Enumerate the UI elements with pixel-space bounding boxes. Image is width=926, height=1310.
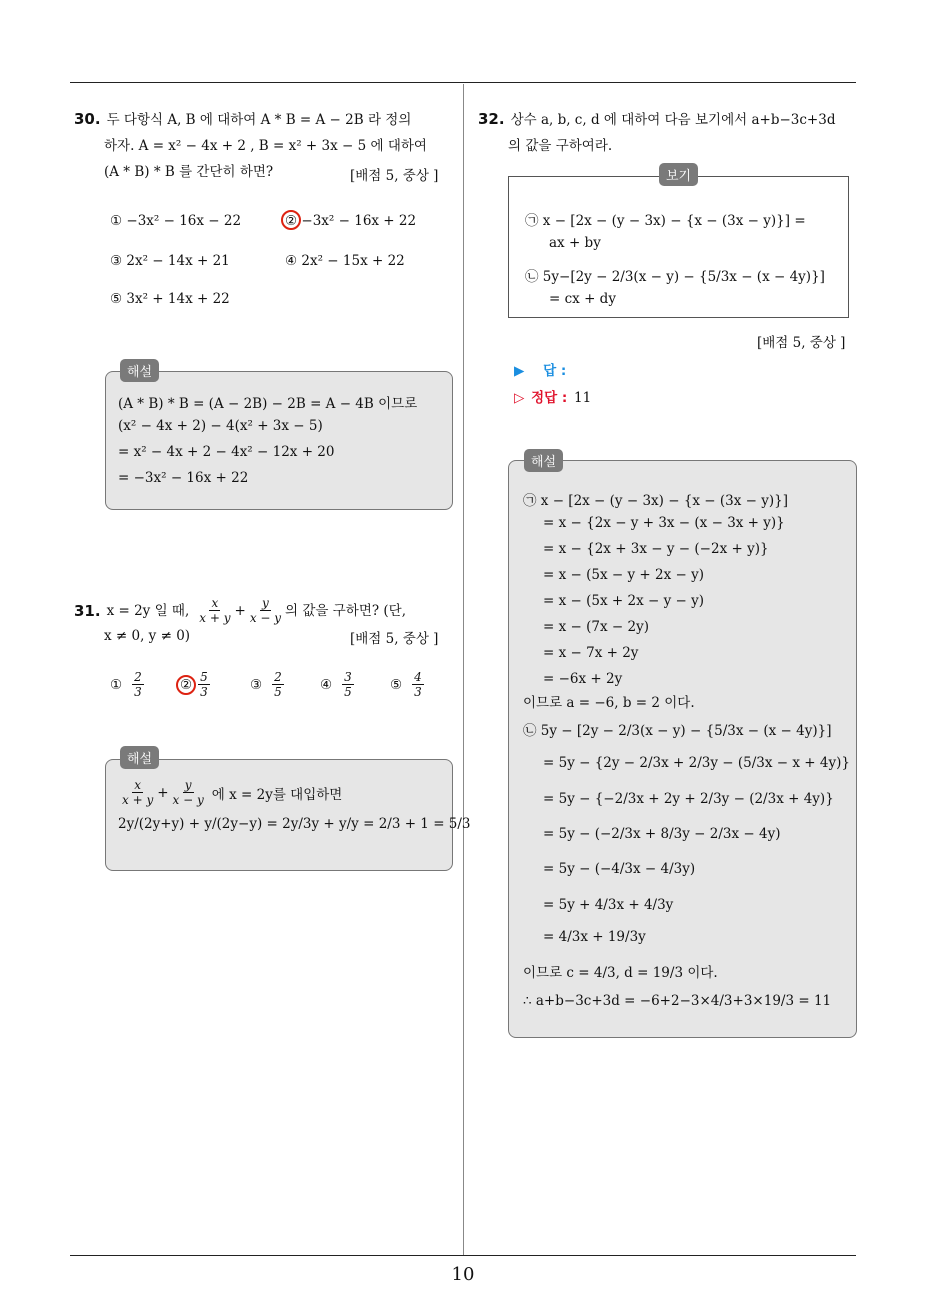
top-rule <box>70 82 856 83</box>
answer-circle-icon <box>281 210 301 230</box>
q32-sol-line6: = x − (7x − 2y) <box>543 619 649 635</box>
solution-tag: 해설 <box>120 746 159 769</box>
q30-sol-line2: (x² − 4x + 2) − 4(x² + 3x − 5) <box>118 418 323 434</box>
q32-text-line1: 상수 a, b, c, d 에 대하여 다음 보기에서 a+b−3c+3d <box>510 112 836 128</box>
q31-choice-5[interactable]: ⑤ $\frac{4}{3}$ <box>390 670 422 699</box>
q32-sol-line3: = x − {2x + 3x − y − (−2x + y)} <box>543 541 769 557</box>
q30-choice-1[interactable]: ① −3x² − 16x − 22 <box>110 213 242 229</box>
q32-sol-line18: ∴ a+b−3c+3d = −6+2−3×4/3+3×19/3 = 11 <box>523 993 832 1009</box>
q30-choice-5[interactable]: ⑤ 3x² + 14x + 22 <box>110 291 230 307</box>
plus-sign: + <box>234 602 246 619</box>
q30-solution-box <box>105 371 453 510</box>
q32-sol-line1: ㉠ x − [2x − (y − 3x) − {x − (3x − y)}] <box>523 493 789 509</box>
q31-sol-line1: $\frac{x}{x + y}$ + $\frac{y}{x - y}$ 에 x = 2y를 대입하면 <box>122 778 343 807</box>
question-number: 32. <box>478 110 505 128</box>
q31-choice-1[interactable]: ① $\frac{2}{3}$ <box>110 670 142 699</box>
q31-text-b: 의 값을 구하면? (단, <box>285 602 407 619</box>
bottom-rule <box>70 1255 856 1256</box>
q31-frac1: $\frac{x}{x + y}$ <box>199 596 231 625</box>
q31-sol-line2: 2y/(2y+y) + y/(2y−y) = 2y/3y + y/y = 2/3 + 1 = 5/3 <box>118 816 471 832</box>
answer-circle-icon <box>176 675 196 695</box>
q32-sol-line13: = 5y − (−2/3x + 8/3y − 2/3x − 4y) <box>543 826 781 842</box>
q30-text-line3: (A * B) * B 를 간단히 하면? <box>104 164 274 180</box>
q32-sol-line15: = 5y + 4/3x + 4/3y <box>543 897 674 913</box>
solution-tag: 해설 <box>524 449 563 472</box>
outline-arrow-icon: ▷ <box>514 390 525 406</box>
answer-row: ▶ 답 : <box>514 363 567 379</box>
q32-sol-line17: 이므로 c = 4/3, d = 19/3 이다. <box>523 965 718 981</box>
column-divider <box>463 84 464 1256</box>
q30-sol-line4: = −3x² − 16x + 22 <box>118 470 249 486</box>
page-number: 10 <box>451 1264 475 1285</box>
bogi-tag: 보기 <box>659 163 698 186</box>
q32-sol-line4: = x − (5x − y + 2x − y) <box>543 567 704 583</box>
q32-sol-line11: = 5y − {2y − 2/3x + 2/3y − (5/3x − x + 4y)} <box>543 755 850 771</box>
q32-sol-line12: = 5y − {−2/3x + 2y + 2/3y − (2/3x + 4y)} <box>543 791 834 807</box>
q30-text-line2: 하자. A = x² − 4x + 2 , B = x² + 3x − 5 에 대하여 <box>104 138 427 154</box>
q32-sol-line8: = −6x + 2y <box>543 671 623 687</box>
q30-choice-4[interactable]: ④ 2x² − 15x + 22 <box>285 253 405 269</box>
q30-choice-2[interactable]: ② −3x² − 16x + 22 <box>285 213 416 229</box>
bogi-box <box>508 176 849 318</box>
question-number: 30. <box>74 110 101 128</box>
q32-sol-line2: = x − {2x − y + 3x − (x − 3x + y)} <box>543 515 785 531</box>
q32-solution-box <box>508 460 857 1038</box>
question-32 <box>478 106 863 159</box>
q31-frac2: $\frac{y}{x - y}$ <box>249 596 282 625</box>
q31-choice-3[interactable]: ③ $\frac{2}{5}$ <box>250 670 282 699</box>
q31-text-a: x = 2y 일 때, <box>106 602 190 619</box>
bogi-line2: ax + by <box>549 235 601 251</box>
q32-sol-line10: ㉡ 5y − [2y − 2/3(x − y) − {5/3x − (x − 4y)}] <box>523 723 832 739</box>
q32-sol-line16: = 4/3x + 19/3y <box>543 929 646 945</box>
q32-text-line2: 의 값을 구하여라. <box>508 138 613 154</box>
q30-meta: [배점 5, 중상 ] <box>350 168 439 184</box>
q30-sol-line3: = x² − 4x + 2 − 4x² − 12x + 20 <box>118 444 335 460</box>
bogi-line1: ㉠ x − [2x − (y − 3x) − {x − (3x − y)}] = <box>525 213 806 229</box>
correct-answer-row: ▷ 정답 : 11 <box>514 390 592 406</box>
bogi-line4: = cx + dy <box>549 291 616 307</box>
bogi-line3: ㉡ 5y−[2y − 2/3(x − y) − {5/3x − (x − 4y)}] <box>525 269 825 285</box>
q31-meta: [배점 5, 중상 ] <box>350 631 439 647</box>
question-number: 31. <box>74 601 101 620</box>
q31-choice-4[interactable]: ④ $\frac{3}{5}$ <box>320 670 352 699</box>
solution-tag: 해설 <box>120 359 159 382</box>
q32-meta: [배점 5, 중상 ] <box>757 335 846 351</box>
q31-text-line2: x ≠ 0, y ≠ 0) <box>104 628 191 644</box>
q30-choice-3[interactable]: ③ 2x² − 14x + 21 <box>110 253 230 269</box>
q31-choice-2[interactable]: ② $\frac{5}{3}$ <box>180 670 212 699</box>
q32-sol-line7: = x − 7x + 2y <box>543 645 639 661</box>
q31-solution-box <box>105 759 471 871</box>
q32-sol-line9: 이므로 a = −6, b = 2 이다. <box>523 695 695 711</box>
play-arrow-icon: ▶ <box>514 363 525 379</box>
q30-sol-line1: (A * B) * B = (A − 2B) − 2B = A − 4B 이므로 <box>118 396 418 412</box>
q32-sol-line14: = 5y − (−4/3x − 4/3y) <box>543 861 696 877</box>
q30-text-line1: 두 다항식 A, B 에 대하여 A * B = A − 2B 라 정의 <box>106 112 412 128</box>
q32-sol-line5: = x − (5x + 2x − y − y) <box>543 593 704 609</box>
